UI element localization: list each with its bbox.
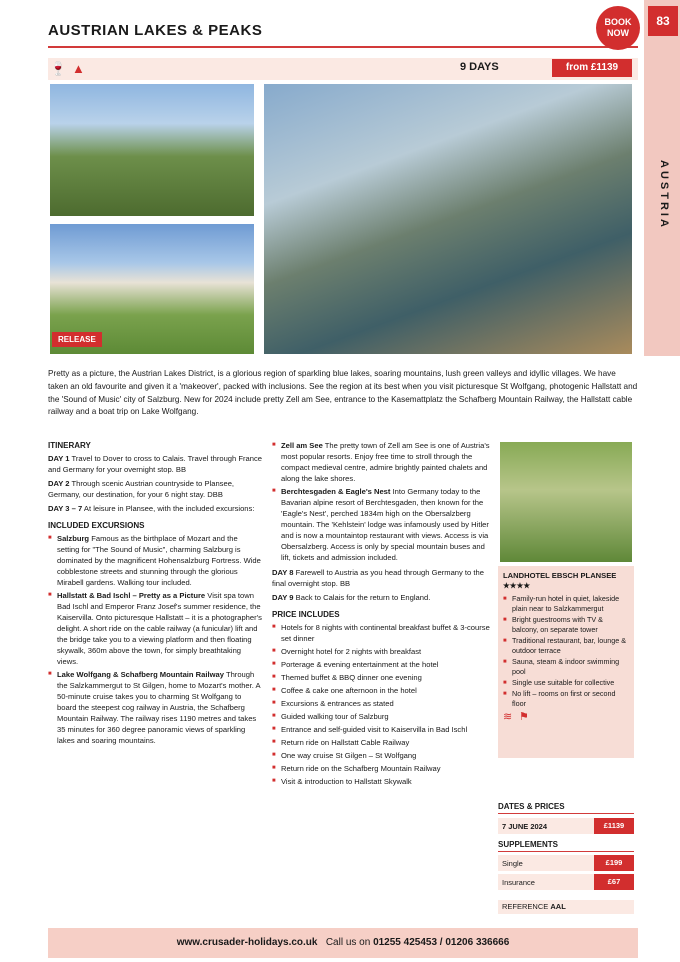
call-us-label: Call us on bbox=[325, 937, 371, 948]
list-item: ■ Lake Wolfgang & Schafberg Mountain Railway Through the Salzkammergut to St Gilgen, home to Mozart's mother. A 50-minute cruise takes you to charming St Wolfgang to board the steepest cog railway in Austria, the Schafberg Mountain Railway. The railway rises 1190 metres and takes 35 minutes for 360 degree panoramic views of sparkling lakes and soaring mountains. bbox=[48, 669, 262, 746]
excursions-heading: INCLUDED EXCURSIONS bbox=[48, 521, 145, 530]
list-item: ■ No lift – rooms on first or second floor bbox=[503, 689, 629, 709]
supplement-price: £199 bbox=[594, 855, 634, 871]
date-row bbox=[498, 818, 634, 834]
supplement-row bbox=[498, 874, 634, 890]
price-bar bbox=[48, 58, 638, 80]
itinerary-day: DAY 9 Back to Calais for the return to England. bbox=[272, 593, 431, 602]
list-item: ■ Visit & introduction to Hallstatt Skywalk bbox=[272, 776, 490, 787]
itinerary-day: DAY 2 Through scenic Austrian countryside to Plansee, Germany, our destination, for your 6 night stay. DBB bbox=[48, 479, 235, 499]
photo-hallstatt bbox=[262, 82, 634, 356]
list-item: ■ Guided walking tour of Salzburg bbox=[272, 711, 490, 722]
price-includes-list bbox=[272, 622, 490, 787]
list-item: ■ Sauna, steam & indoor swimming pool bbox=[503, 657, 629, 677]
list-item: ■ Overnight hotel for 2 nights with breakfast bbox=[272, 646, 490, 657]
footer-bar bbox=[48, 928, 638, 958]
list-item: ■ Return ride on Hallstatt Cable Railway bbox=[272, 737, 490, 748]
feature-icons bbox=[50, 60, 94, 78]
page-number: 83 bbox=[648, 6, 678, 36]
list-item: ■ Single use suitable for collective bbox=[503, 678, 629, 688]
list-item: ■ Family-run hotel in quiet, lakeside plain near to Salzkammergut bbox=[503, 594, 629, 614]
reference-code: REFERENCE AAL bbox=[498, 900, 634, 914]
hotel-features bbox=[503, 594, 629, 709]
book-now-badge[interactable]: BOOK NOW bbox=[596, 6, 640, 50]
supplements-section bbox=[498, 840, 634, 890]
list-item: ■ Entrance and self-guided visit to Kaiservilla in Bad Ischl bbox=[272, 724, 490, 735]
supplements-heading: SUPPLEMENTS bbox=[498, 840, 634, 852]
supplement-label: Single bbox=[502, 858, 523, 868]
list-item: ■ Return ride on the Schafberg Mountain Railway bbox=[272, 763, 490, 774]
from-price: from £1139 bbox=[552, 59, 632, 77]
itinerary-day: DAY 3 – 7 At leisure in Plansee, with the included excursions: bbox=[48, 504, 255, 513]
release-badge: RELEASE bbox=[52, 332, 102, 347]
dates-section bbox=[498, 802, 634, 834]
photo-hotel bbox=[498, 440, 634, 564]
supplement-price: £67 bbox=[594, 874, 634, 890]
list-item: ■ Themed buffet & BBQ dinner one evening bbox=[272, 672, 490, 683]
tour-duration: 9 DAYS bbox=[460, 61, 499, 73]
page-title: AUSTRIAN LAKES & PEAKS bbox=[48, 22, 263, 39]
list-item: ■ Bright guestrooms with TV & balcony, on separate tower bbox=[503, 615, 629, 635]
itinerary-day: DAY 8 Farewell to Austria as you head through Germany to the final overnight stop. BB bbox=[272, 568, 484, 588]
supplement-row bbox=[498, 855, 634, 871]
dates-heading: DATES & PRICES bbox=[498, 802, 634, 814]
list-item: ■ Hallstatt & Bad Ischl – Pretty as a Picture Visit spa town Bad Ischl and Emperor Franz Josef's summer residence, the Kaiservilla. Onto picturesque Hallstatt – it is a photographer's delight. A short ride on the cable railway (a funicular) lift and the bridge take you to a viewing platform and then floating skywalk, 360m above the town, for simply breathtaking views. bbox=[48, 590, 262, 667]
itinerary-heading: ITINERARY bbox=[48, 441, 91, 450]
list-item: ■ One way cruise St Gilgen – St Wolfgang bbox=[272, 750, 490, 761]
list-item: ■ Excursions & entrances as stated bbox=[272, 698, 490, 709]
departure-price: £1139 bbox=[594, 818, 634, 834]
wine-icon: 🍷 bbox=[50, 61, 67, 76]
phone-numbers[interactable]: 01255 425453 / 01206 336666 bbox=[373, 937, 510, 948]
excursion-list-continued bbox=[272, 440, 490, 563]
photo-salzburg bbox=[48, 82, 256, 218]
dining-icon: ⚑ bbox=[519, 711, 529, 723]
intro-text: Pretty as a picture, the Austrian Lakes District, is a glorious region of sparkling blue lakes, soaring mountains, lush green valleys and idyllic villages. We have taken an old favourite and given it a 'makeover', packed with inclusions. See the region at its best when you visit picturesque St Wolfgang, photogenic Hallstatt and the 'Sound of Music' city of Salzburg. New for 2024 include pretty Zell am See, entrance to the Kasemattplatz the Schafberg Mountain Railway, the Hallstatt cable railway and a boat trip on Lake Wolfgang. bbox=[48, 369, 638, 417]
country-label: AUSTRIA bbox=[658, 160, 670, 230]
list-item: ■ Hotels for 8 nights with continental breakfast buffet & 3-course set dinner bbox=[272, 622, 490, 644]
price-includes-heading: PRICE INCLUDES bbox=[272, 610, 340, 619]
pool-icon: ≋ bbox=[503, 711, 513, 723]
list-item: ■ Porterage & evening entertainment at the hotel bbox=[272, 659, 490, 670]
list-item: ■ Zell am See The pretty town of Zell am See is one of Austria's most popular resorts. Enjoy free time to stroll through the compact medieval centre, admire brightly painted chalets and along the lake shores. bbox=[272, 440, 490, 484]
hotel-icons bbox=[503, 712, 629, 724]
itinerary-column bbox=[48, 440, 262, 748]
hotel-box bbox=[498, 566, 634, 758]
mountain-icon: ▲ bbox=[72, 61, 85, 76]
excursion-list bbox=[48, 533, 262, 746]
list-item: ■ Traditional restaurant, bar, lounge & outdoor terrace bbox=[503, 636, 629, 656]
title-rule bbox=[48, 46, 638, 48]
list-item: ■ Coffee & cake one afternoon in the hotel bbox=[272, 685, 490, 696]
supplement-label: Insurance bbox=[502, 877, 535, 887]
departure-date: 7 JUNE 2024 bbox=[502, 821, 548, 831]
list-item: ■ Salzburg Famous as the birthplace of Mozart and the setting for "The Sound of Music", charming Salzburg is dominated by the magnificent Hohensalzburg Fortress. Wide cobblestone streets and stunning through the glorious Mirabell gardens. Walking tour included. bbox=[48, 533, 262, 588]
website-link[interactable]: www.crusader-holidays.co.uk bbox=[176, 937, 318, 948]
itinerary-day: DAY 1 Travel to Dover to cross to Calais. Travel through France and Germany for your overnight stop. BB bbox=[48, 454, 262, 474]
list-item: ■ Berchtesgaden & Eagle's Nest Into Germany today to the Bavarian alpine resort of Berchtesgaden, then known for the 'Eagle's Nest', perched 1834m high on the Obersalzberg mountain. The 'Kehlstein' lodge was infamously used by Hitler and is now a mountaintop restaurant with views. Access is via Obersalzberg. Access is only by special mountain buses and lift, tickets and admission included. bbox=[272, 486, 490, 563]
hotel-name: LANDHOTEL EBSCH PLANSEE ★★★★ bbox=[503, 571, 617, 590]
details-column bbox=[272, 440, 490, 789]
